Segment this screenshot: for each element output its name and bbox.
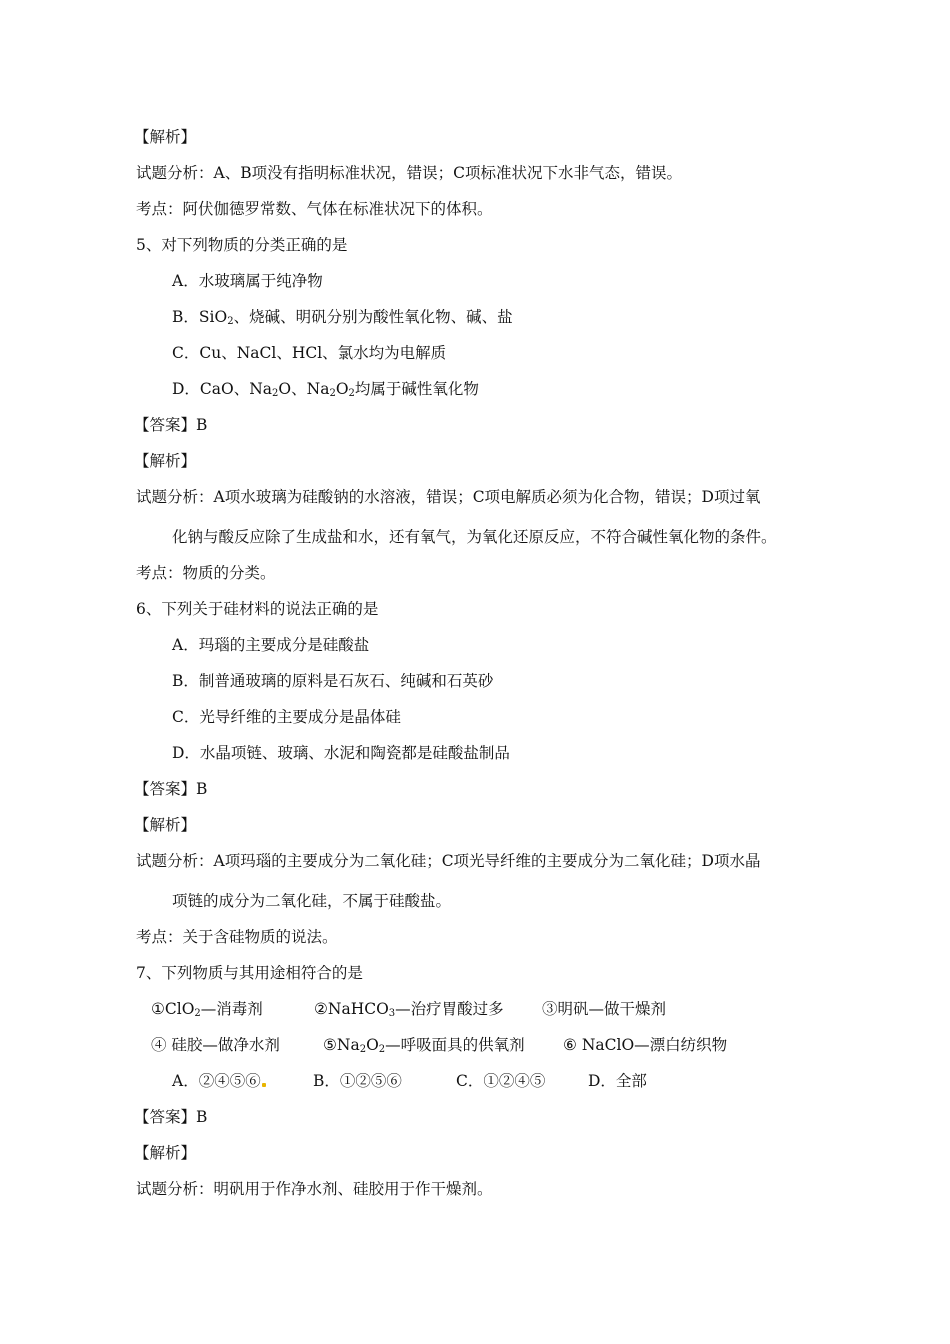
point-text: 考点：阿伏伽德罗常数、气体在标准状况下的体积。 [136, 200, 493, 218]
analysis-label: 【解析】 [134, 128, 197, 146]
q7-item-1-pre: ①ClO [151, 1000, 195, 1018]
q5-option-d-mid2: O [335, 380, 349, 398]
q5-option-a: A．水玻璃属于纯净物 [172, 272, 323, 290]
q7-item-2 [314, 999, 504, 1019]
q7-stem: 7、下列物质与其用途相符合的是 [136, 964, 363, 982]
q7-item-5-post: —呼吸面具的供氧剂 [385, 1036, 525, 1054]
q5-option-d [172, 379, 479, 399]
q6-option-b: B．制普通玻璃的原料是石灰石、纯碱和石英砂 [172, 672, 494, 690]
q5-analysis-line2: 化钠与酸反应除了生成盐和水，还有氧气，为氧化还原反应，不符合碱性氧化物的条件。 [172, 528, 777, 546]
q7-item-1-post: —消毒剂 [200, 1000, 263, 1018]
q5-option-d-sub1: 2 [272, 388, 279, 399]
q5-option-b [172, 307, 513, 327]
q7-analysis-label: 【解析】 [134, 1144, 197, 1162]
q5-option-d-pre: D．CaO、Na [172, 380, 273, 398]
q5-option-d-post: 均属于碱性氧化物 [354, 380, 479, 398]
q7-item-2-sub: 3 [388, 1008, 396, 1019]
q5-option-b-post: 、烧碱、明矾分别为酸性氧化物、碱、盐 [233, 308, 513, 326]
q5-answer: 【答案】B [134, 416, 208, 434]
q5-option-d-sub2: 2 [329, 388, 336, 399]
q7-item-6: ⑥ NaClO—漂白纺织物 [563, 1036, 728, 1054]
q7-analysis-text: 试题分析：明矾用于作净水剂、硅胶用于作干燥剂。 [136, 1180, 493, 1198]
q6-option-c: C．光导纤维的主要成分是晶体硅 [172, 708, 401, 726]
q7-option-b: B．①②⑤⑥ [313, 1072, 402, 1090]
q5-analysis-line1: 试题分析：A项水玻璃为硅酸钠的水溶液，错误；C项电解质必须为化合物，错误；D项过氧 [136, 488, 761, 506]
q7-option-d: D．全部 [588, 1072, 647, 1090]
q7-item-3: ③明矾—做干燥剂 [542, 1000, 667, 1018]
highlight-dot-icon [262, 1083, 266, 1087]
q7-item-5-mid: O [366, 1036, 379, 1054]
q6-answer: 【答案】B [134, 780, 208, 798]
q7-item-1-sub: 2 [194, 1008, 201, 1019]
q7-item-2-post: —治疗胃酸过多 [395, 1000, 504, 1018]
q6-point-text: 考点：关于含硅物质的说法。 [136, 928, 338, 946]
q5-point-text: 考点：物质的分类。 [136, 564, 276, 582]
q7-item-5-pre: ⑤Na [323, 1036, 360, 1054]
q7-option-a [172, 1071, 266, 1091]
q6-analysis-line1: 试题分析：A项玛瑙的主要成分为二氧化硅；C项光导纤维的主要成分为二氧化硅；D项水晶 [136, 852, 761, 870]
q7-item-4: ④ 硅胶—做净水剂 [151, 1036, 280, 1054]
q7-item-5-sub1: 2 [359, 1044, 367, 1055]
q7-item-2-pre: ②NaHCO [314, 1000, 389, 1018]
q5-option-b-pre: B．SiO [172, 308, 228, 326]
q6-analysis-line2: 项链的成分为二氧化硅，不属于硅酸盐。 [172, 892, 452, 910]
q7-option-a-text: A．②④⑤⑥ [172, 1072, 261, 1090]
q6-option-d: D．水晶项链、玻璃、水泥和陶瓷都是硅酸盐制品 [172, 744, 510, 762]
q6-analysis-label: 【解析】 [134, 816, 197, 834]
q5-stem: 5、对下列物质的分类正确的是 [136, 236, 348, 254]
q5-analysis-label: 【解析】 [134, 452, 197, 470]
q5-option-d-sub3: 2 [348, 388, 355, 399]
q5-option-d-mid1: O、Na [278, 380, 330, 398]
q7-option-c: C．①②④⑤ [456, 1072, 546, 1090]
q6-stem: 6、下列关于硅材料的说法正确的是 [136, 600, 379, 618]
q6-option-a: A．玛瑙的主要成分是硅酸盐 [172, 636, 370, 654]
analysis-text: 试题分析：A、B项没有指明标准状况，错误；C项标准状况下水非气态，错误。 [136, 164, 682, 182]
q7-item-5 [323, 1035, 525, 1055]
q7-item-1 [151, 999, 263, 1019]
q7-answer: 【答案】B [134, 1108, 208, 1126]
q7-item-5-sub2: 2 [378, 1044, 386, 1055]
q5-option-c: C．Cu、NaCl、HCl、氯水均为电解质 [172, 344, 447, 362]
q5-option-b-sub: 2 [227, 316, 234, 327]
